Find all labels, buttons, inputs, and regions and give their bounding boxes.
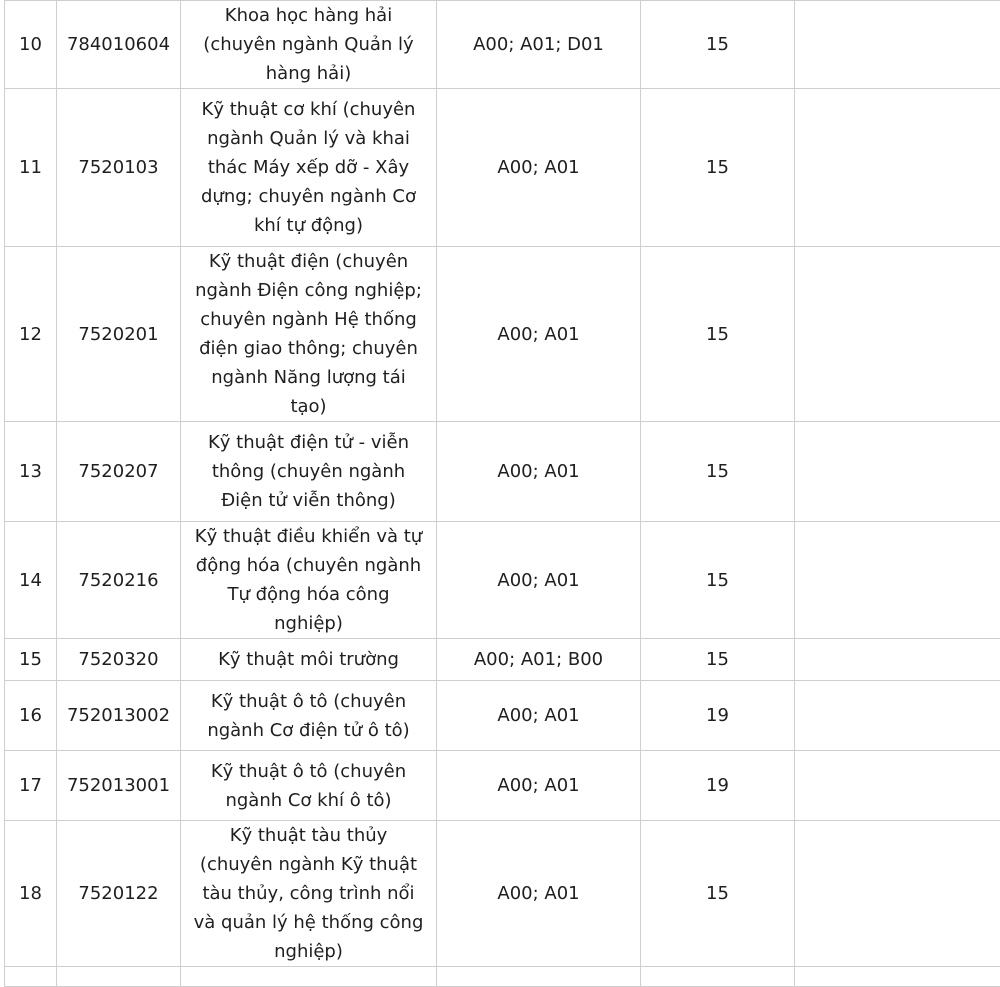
major-code-cell: 7520122 (57, 821, 181, 967)
subject-combination-cell: A00; A01 (437, 751, 641, 821)
row-number-cell: 16 (5, 681, 57, 751)
table-row (5, 89, 1000, 247)
table-row (5, 681, 1000, 751)
note-cell (795, 639, 1000, 681)
cutoff-score-cell: 15 (641, 422, 795, 522)
major-code-cell: 7520216 (57, 522, 181, 639)
major-code-cell: 7520201 (57, 247, 181, 422)
major-name-cell: Kỹ thuật tàu thủy (chuyên ngành Kỹ thuật tàu thủy, công trình nổi và quản lý hệ thống công nghiệp) (181, 821, 437, 967)
note-cell (795, 821, 1000, 967)
subject-combination-cell: A00; A01 (437, 522, 641, 639)
major-name-cell: Kỹ thuật điều khiển và tự động hóa (chuyên ngành Tự động hóa công nghiệp) (181, 522, 437, 639)
note-cell (795, 522, 1000, 639)
row-number-cell (5, 967, 57, 987)
subject-combination-cell (437, 967, 641, 987)
row-number-cell: 17 (5, 751, 57, 821)
table-row (5, 1, 1000, 89)
note-cell (795, 681, 1000, 751)
major-code-cell (57, 967, 181, 987)
note-cell (795, 967, 1000, 987)
cutoff-score-cell: 19 (641, 681, 795, 751)
major-name-cell: Kỹ thuật ô tô (chuyên ngành Cơ điện tử ô tô) (181, 681, 437, 751)
major-code-cell: 752013001 (57, 751, 181, 821)
major-code-cell: 784010604 (57, 1, 181, 89)
major-code-cell: 752013002 (57, 681, 181, 751)
row-number-cell: 12 (5, 247, 57, 422)
cutoff-score-cell: 15 (641, 1, 795, 89)
major-name-cell: Kỹ thuật môi trường (181, 639, 437, 681)
row-number-cell: 18 (5, 821, 57, 967)
subject-combination-cell: A00; A01; B00 (437, 639, 641, 681)
admission-score-table (4, 0, 1000, 987)
major-name-cell: Kỹ thuật điện tử - viễn thông (chuyên ngành Điện tử viễn thông) (181, 422, 437, 522)
table-row (5, 522, 1000, 639)
major-code-cell: 7520320 (57, 639, 181, 681)
note-cell (795, 89, 1000, 247)
major-name-cell: Khoa học hàng hải (chuyên ngành Quản lý hàng hải) (181, 1, 437, 89)
cutoff-score-cell: 19 (641, 751, 795, 821)
table-row (5, 422, 1000, 522)
table-row (5, 751, 1000, 821)
cutoff-score-cell: 15 (641, 522, 795, 639)
row-number-cell: 14 (5, 522, 57, 639)
major-name-cell: Kỹ thuật điện (chuyên ngành Điện công nghiệp; chuyên ngành Hệ thống điện giao thông; chuyên ngành Năng lượng tái tạo) (181, 247, 437, 422)
major-name-cell (181, 967, 437, 987)
major-name-cell: Kỹ thuật ô tô (chuyên ngành Cơ khí ô tô) (181, 751, 437, 821)
cutoff-score-cell: 15 (641, 639, 795, 681)
subject-combination-cell: A00; A01 (437, 89, 641, 247)
table-row (5, 247, 1000, 422)
note-cell (795, 1, 1000, 89)
subject-combination-cell: A00; A01 (437, 247, 641, 422)
table-row (5, 639, 1000, 681)
note-cell (795, 751, 1000, 821)
subject-combination-cell: A00; A01 (437, 422, 641, 522)
table-row (5, 821, 1000, 967)
major-name-cell: Kỹ thuật cơ khí (chuyên ngành Quản lý và khai thác Máy xếp dỡ - Xây dựng; chuyên ngành Cơ khí tự động) (181, 89, 437, 247)
table-body (5, 1, 1000, 987)
cutoff-score-cell (641, 967, 795, 987)
note-cell (795, 422, 1000, 522)
table-row (5, 967, 1000, 987)
subject-combination-cell: A00; A01; D01 (437, 1, 641, 89)
row-number-cell: 13 (5, 422, 57, 522)
row-number-cell: 15 (5, 639, 57, 681)
row-number-cell: 10 (5, 1, 57, 89)
cutoff-score-cell: 15 (641, 89, 795, 247)
row-number-cell: 11 (5, 89, 57, 247)
subject-combination-cell: A00; A01 (437, 681, 641, 751)
major-code-cell: 7520207 (57, 422, 181, 522)
cutoff-score-cell: 15 (641, 821, 795, 967)
subject-combination-cell: A00; A01 (437, 821, 641, 967)
note-cell (795, 247, 1000, 422)
major-code-cell: 7520103 (57, 89, 181, 247)
cutoff-score-cell: 15 (641, 247, 795, 422)
